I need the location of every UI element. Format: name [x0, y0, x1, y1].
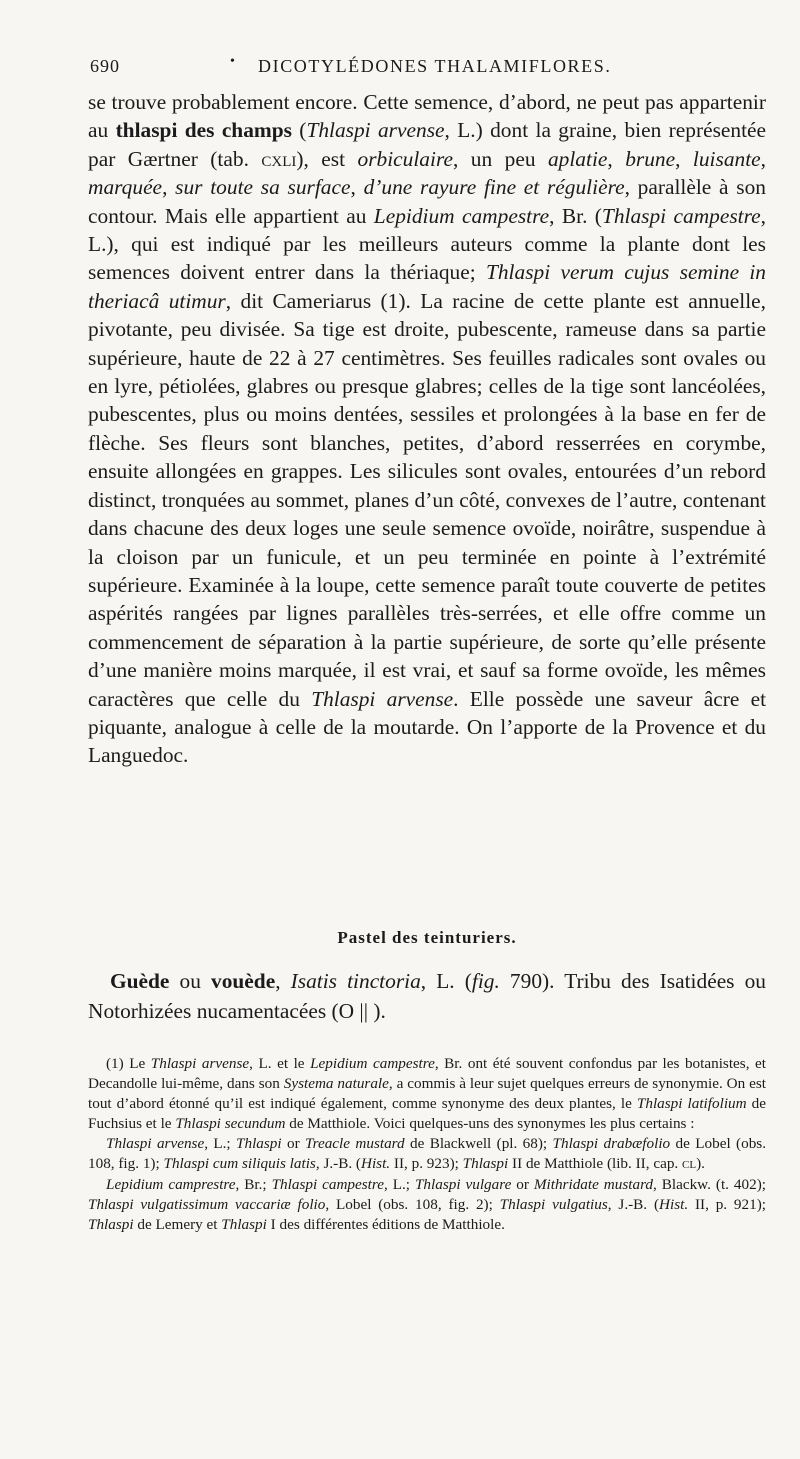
text-run-smallcaps: cxli: [261, 146, 297, 171]
text-run-italic: Hist.: [659, 1195, 689, 1213]
text-run-italic: Mithridate mustard: [533, 1175, 654, 1193]
text-run: de Blackwell (pl. 68);: [404, 1135, 553, 1153]
text-run: , Blackw. (t. 402);: [653, 1175, 766, 1193]
footnote-paragraph: [88, 1175, 766, 1235]
main-text: [88, 88, 766, 770]
text-run-italic: Treacle mustard: [305, 1135, 405, 1153]
text-run-bold: vouède: [211, 969, 276, 993]
text-run: , a commis à leur sujet quelques erreurs de synonymie. On est tout d’abord étonné qu’il est indiqué également, comme synonyme des deux plantes, le: [88, 1075, 767, 1113]
text-run-italic: Systema naturale: [283, 1075, 389, 1093]
text-run: , J.-B. (: [607, 1195, 659, 1213]
text-run: or: [511, 1175, 534, 1193]
text-run: , J.-B. (: [315, 1155, 361, 1173]
text-run-italic: Thlaspi arvense: [306, 118, 445, 143]
text-run: ,: [607, 146, 626, 171]
text-run: , L.) dont la graine, bien représentée par Gærtner (tab.: [88, 118, 767, 171]
text-run: , parallèle à son contour. Mais elle appartient au: [88, 175, 766, 228]
text-run-italic: Thlaspi: [221, 1215, 267, 1233]
text-run-italic: Thlaspi cum siliquis latis: [163, 1155, 316, 1173]
text-run-italic: luisante: [692, 146, 761, 171]
text-run-italic: Lepidium campestre: [373, 203, 550, 228]
entry-paragraph: [88, 966, 766, 1026]
text-run: ,: [350, 175, 364, 200]
text-run: , un peu: [452, 146, 548, 171]
text-run-italic: Thlaspi latifolium: [636, 1095, 747, 1113]
text-run: , L.;: [204, 1135, 237, 1153]
text-run: ,: [675, 146, 693, 171]
section-heading: Pastel des teinturiers.: [337, 928, 517, 947]
text-run: 790). Tribu des Isatidées ou Notorhizées nucamentacées (O || ).: [88, 969, 766, 1023]
running-header: [90, 56, 766, 80]
text-run-italic: orbiculaire: [357, 146, 453, 171]
text-run: or: [281, 1135, 306, 1153]
text-run-italic: brune: [625, 146, 676, 171]
text-run: II de Matthiole (lib. II, cap.: [508, 1155, 683, 1173]
text-run: , Lobel (obs. 108, fig. 2);: [325, 1195, 500, 1213]
text-run-italic: Thlaspi vulgatius: [499, 1195, 608, 1213]
text-run-italic: Thlaspi: [236, 1135, 282, 1153]
text-run: II, p. 921);: [688, 1195, 766, 1213]
text-run-italic: Thlaspi arvense: [150, 1055, 250, 1072]
text-run-bold: Guède: [110, 969, 170, 993]
text-run: (1) Le: [106, 1055, 151, 1072]
main-paragraph: [88, 88, 766, 770]
text-run-italic: Lepidium campestre: [310, 1055, 435, 1072]
text-run: ).: [696, 1155, 705, 1173]
text-run: ), est: [296, 146, 358, 171]
entry-text: [88, 966, 766, 1026]
text-run: II, p. 923);: [390, 1155, 463, 1173]
text-run-italic: Thlaspi vulgare: [414, 1175, 512, 1193]
text-run-italic: Thlaspi campestre: [271, 1175, 384, 1193]
text-run: , Br. ont été souvent confondus par les botanistes, et Decandolle lui-même, dans son: [88, 1055, 766, 1093]
header-mark: •: [230, 54, 236, 69]
text-run: . Elle possède une saveur âcre et piquante, analogue à celle de la moutarde. On l’apporte de la Provence et du Languedoc.: [88, 686, 767, 768]
text-run-italic: Thlaspi secundum: [175, 1115, 286, 1133]
text-run: (: [291, 118, 307, 143]
text-run-italic: marquée: [88, 175, 163, 200]
text-run: , L. (: [420, 969, 472, 993]
text-run: , L. et le: [249, 1055, 311, 1072]
footnotes: [88, 1054, 766, 1235]
text-run-italic: Thlaspi drabæfolio: [552, 1135, 671, 1153]
text-run: ou: [169, 969, 212, 993]
text-run-italic: sur toute sa surface: [175, 175, 351, 200]
text-run: de Lobel (obs. 108, fig. 1);: [88, 1135, 766, 1173]
running-title: DICOTYLÉDONES THALAMIFLORES.: [258, 56, 612, 76]
text-run: , L.;: [383, 1175, 415, 1193]
text-run-italic: Thlaspi: [88, 1215, 134, 1233]
text-run: de Lemery et: [133, 1215, 222, 1233]
footnote-paragraph: [88, 1134, 766, 1174]
text-run: ,: [275, 969, 291, 993]
text-run-italic: Isatis tinctoria: [290, 969, 421, 993]
text-run-italic: Hist.: [360, 1155, 391, 1173]
text-run-italic: aplatie: [547, 146, 608, 171]
text-run-italic: Thlaspi arvense: [106, 1135, 205, 1153]
text-run-italic: Thlaspi arvense: [311, 686, 454, 711]
text-run-italic: Thlaspi verum cujus semine in theriacâ utimur: [88, 260, 767, 313]
text-run-italic: Thlaspi campestre: [601, 203, 761, 228]
text-run-italic: Thlaspi vulgatissimum vaccariæ folio: [88, 1195, 326, 1213]
text-run: I des différentes éditions de Matthiole.: [266, 1215, 505, 1233]
page-number: 690: [90, 56, 120, 76]
text-run: , dit Cameriarus (1). La racine de cette plante est annuelle, pivotante, peu divisée. Sa tige est droite, pubescente, rameuse dans sa partie supérieure, haute de 22 à 27 centimètres. Ses feuilles radicales sont ovales ou en lyre, pétiolées, glabres ou presque glabres; celles de la tige sont lancéolées, pubescentes, plus ou moins dentées, sessiles et prolongées à la base en fer de flèche. Ses fleurs sont blanches, petites, d’abord resserrées en corymbe, ensuite allongées en grappes. Les silicules sont ovales, entourées d’un rebord distinct, tronquées au sommet, planes d’un côté, convexes de l’autre, contenant dans chacune des deux loges une seule semence ovoïde, noirâtre, suspendue à la cloison par un funicule, et un peu terminée en pointe à l’extrémité supérieure. Examinée à la loupe, cette semence paraît toute couverte de petites aspérités rangées par lignes parallèles très-serrées, et elle offre comme un commencement de séparation à la partie supérieure, de sorte qu’elle présente d’une manière moins marquée, il est vrai, et sauf sa forme ovoïde, les mêmes caractères que celle du: [88, 288, 767, 711]
text-run: ,: [162, 175, 176, 200]
text-run: , L.), qui est indiqué par les meilleurs auteurs comme la plante dont les semences doivent entrer dans la thériaque;: [88, 203, 766, 285]
text-run-bold: thlaspi des champs: [115, 118, 292, 143]
text-run: , Br.;: [235, 1175, 272, 1193]
text-run-italic: d’une rayure fine et régulière: [363, 175, 625, 200]
text-run-italic: Lepidium camprestre: [106, 1175, 236, 1193]
text-run-smallcaps: cl: [682, 1155, 697, 1173]
text-run: de Fuchsius et le: [88, 1095, 766, 1133]
text-run-italic: Thlaspi: [462, 1155, 509, 1173]
text-run: , Br. (: [549, 203, 602, 228]
text-run-italic: fig.: [471, 969, 500, 993]
footnote-paragraph: [88, 1054, 766, 1134]
text-run: de Matthiole. Voici quelques-uns des synonymes les plus certains :: [285, 1115, 695, 1133]
text-run: ,: [760, 146, 767, 171]
text-run: se trouve probablement encore. Cette semence, d’abord, ne peut pas appartenir au: [88, 90, 766, 143]
